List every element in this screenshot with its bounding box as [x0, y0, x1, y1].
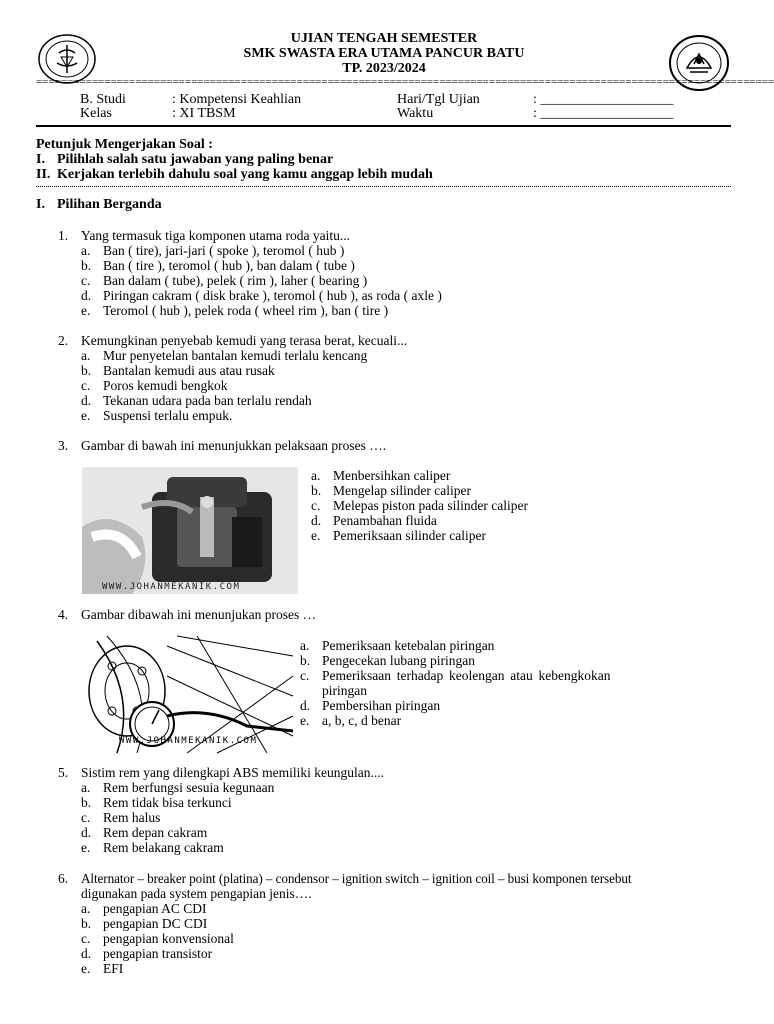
question-text: Gambar dibawah ini menunjukan proses … — [81, 607, 317, 622]
question-number: 2. — [58, 333, 69, 348]
watermark: WWW.JOHANMEKANIK.COM — [102, 582, 241, 592]
question-number: 5. — [58, 765, 69, 780]
question-text: Kemungkinan penyebab kemudi yang terasa berat, kecuali... — [81, 333, 408, 348]
kelas-value: : XI TBSM — [172, 106, 236, 121]
question-text: Yang termasuk tiga komponen utama roda yaitu... — [81, 228, 350, 243]
waktu-value: : ___________________ — [533, 106, 674, 121]
exam-title: UJIAN TENGAH SEMESTER — [290, 31, 478, 46]
question-text: Gambar di bawah ini menunjukkan pelaksaan proses …. — [81, 438, 387, 453]
dotted-separator — [36, 186, 731, 187]
question-number: 6. — [58, 871, 69, 886]
waktu-label: Waktu — [397, 106, 434, 121]
instructions-heading: Petunjuk Mengerjakan Soal : — [36, 137, 213, 152]
section-title: Pilihan Berganda — [57, 197, 162, 212]
instruction-2: Kerjakan terlebih dahulu soal yang kamu anggap lebih mudah — [57, 167, 433, 182]
question-text: digunakan pada system pengapian jenis…. — [81, 886, 312, 901]
header-rule — [36, 125, 731, 127]
question-text: Alternator – breaker point (platina) – condensor – ignition switch – ignition coil – busi komponen tersebut — [81, 871, 632, 886]
studi-label: B. Studi — [80, 92, 126, 107]
caliper-photo — [82, 467, 298, 594]
question-number: 1. — [58, 228, 69, 243]
kelas-label: Kelas — [80, 106, 112, 121]
question-text: Sistim rem yang dilengkapi ABS memiliki keungulan.... — [81, 765, 384, 780]
header-separator: ======================================================================================================================= — [36, 76, 774, 88]
school-year: TP. 2023/2024 — [342, 61, 426, 76]
hari-label: Hari/Tgl Ujian — [397, 92, 480, 107]
studi-value: : Kompetensi Keahlian — [172, 92, 302, 107]
instruction-1: Pilihlah salah satu jawaban yang paling benar — [57, 152, 334, 167]
section-num: I. — [36, 197, 45, 212]
question-number: 4. — [58, 607, 69, 622]
instruction-1-num: I. — [36, 152, 45, 167]
instruction-2-num: II. — [36, 167, 51, 182]
watermark: WWW.JOHANMEKANIK.COM — [119, 736, 258, 746]
disc-runout-photo — [87, 636, 293, 753]
question-number: 3. — [58, 438, 69, 453]
hari-value: : ___________________ — [533, 92, 674, 107]
school-name: SMK SWASTA ERA UTAMA PANCUR BATU — [243, 46, 525, 61]
